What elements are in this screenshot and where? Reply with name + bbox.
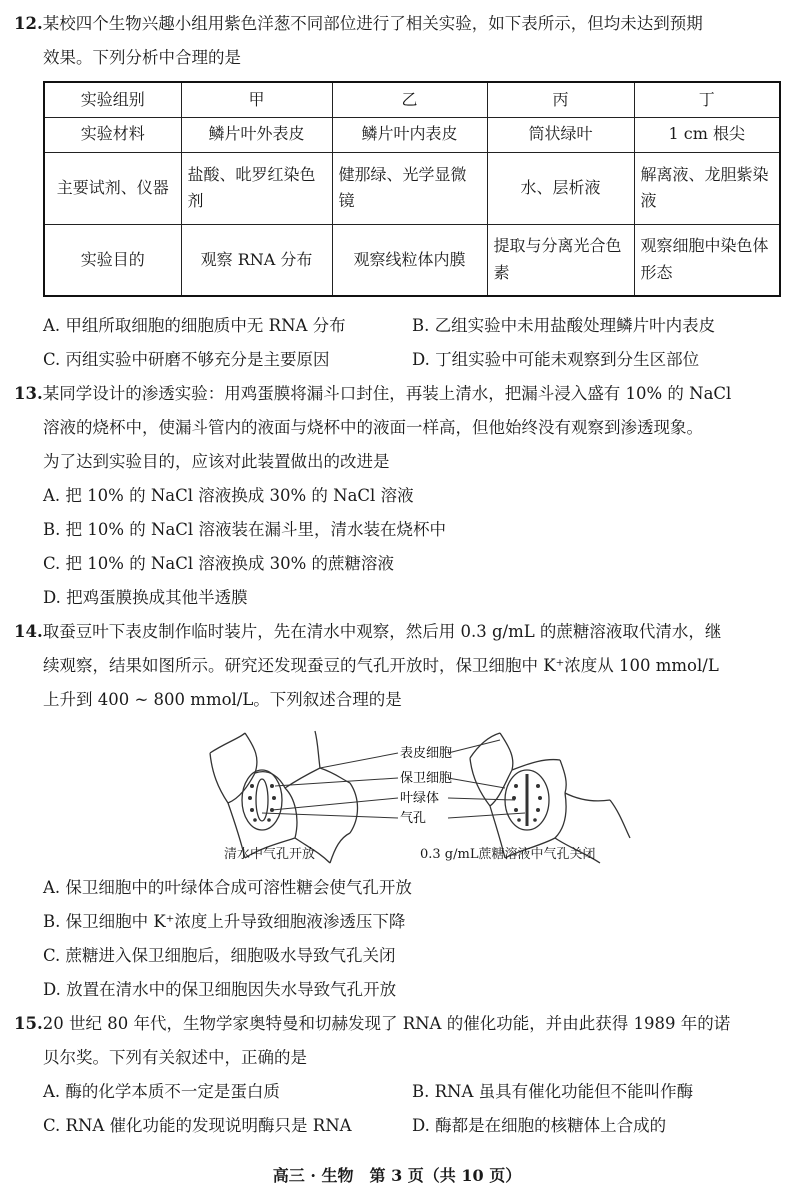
q12-stem-line1: 12.某校四个生物兴趣小组用紫色洋葱不同部位进行了相关实验，如下表所示，但均未达到预期 (14, 14, 703, 33)
page-footer: 高三 · 生物 第 3 页（共 10 页） (272, 1166, 522, 1185)
table-header-cell: 丙 (487, 82, 634, 117)
q14-option-c: C. 蔗糖进入保卫细胞后，细胞吸水导致气孔关闭 (43, 946, 396, 965)
q14-stem-line1: 14.取蚕豆叶下表皮制作临时装片，先在清水中观察，然后用 0.3 g/mL 的蔗糖溶液取代清水，继 (14, 622, 722, 641)
q12-option-c: C. 丙组实验中研磨不够充分是主要原因 (43, 350, 330, 369)
q15-option-c: C. RNA 催化功能的发现说明酶只是 RNA (43, 1116, 352, 1135)
table-row (44, 117, 780, 152)
q13-option-a: A. 把 10% 的 NaCl 溶液换成 30% 的 NaCl 溶液 (43, 486, 414, 505)
table-cell: 实验目的 (44, 224, 181, 296)
table-cell: 鳞片叶内表皮 (332, 117, 487, 152)
table-row (44, 152, 780, 224)
experiment-table (43, 81, 781, 297)
q13-option-c: C. 把 10% 的 NaCl 溶液换成 30% 的蔗糖溶液 (43, 554, 395, 573)
q14-option-d: D. 放置在清水中的保卫细胞因失水导致气孔开放 (43, 980, 397, 999)
label-stoma: 气孔 (400, 811, 427, 826)
q15-option-d: D. 酶都是在细胞的核糖体上合成的 (412, 1116, 667, 1135)
table-cell: 解离液、龙胆紫染液 (634, 152, 780, 224)
q12-option-a: A. 甲组所取细胞的细胞质中无 RNA 分布 (43, 316, 346, 335)
q12-stem-line2: 效果。下列分析中合理的是 (43, 48, 241, 67)
table-cell: 健那绿、光学显微镜 (332, 152, 487, 224)
table-cell: 观察 RNA 分布 (181, 224, 332, 296)
q15-number: 15. (14, 1014, 43, 1033)
table-header-cell: 丁 (634, 82, 780, 117)
q13-option-b: B. 把 10% 的 NaCl 溶液装在漏斗里，清水装在烧杯中 (43, 520, 446, 539)
q15-stem-line1: 15.20 世纪 80 年代，生物学家奥特曼和切赫发现了 RNA 的催化功能，并由此获得 1989 年的诺 (14, 1014, 731, 1033)
q15-option-b: B. RNA 虽具有催化功能但不能叫作酶 (412, 1082, 694, 1101)
table-row (44, 224, 780, 296)
label-guard-cell: 保卫细胞 (400, 771, 453, 786)
q13-stem-line1: 13.某同学设计的渗透实验：用鸡蛋膜将漏斗口封住，再装上清水，把漏斗浸入盛有 10% 的 NaCl (14, 384, 732, 403)
q14-option-b: B. 保卫细胞中 K⁺浓度上升导致细胞液渗透压下降 (43, 912, 406, 931)
label-epidermal-cell: 表皮细胞 (400, 746, 453, 761)
q14-number: 14. (14, 622, 43, 641)
figure-caption-right: 0.3 g/mL蔗糖溶液中气孔关闭 (420, 847, 596, 862)
table-cell: 实验材料 (44, 117, 181, 152)
table-header-cell: 甲 (181, 82, 332, 117)
q14-stem-line2: 续观察，结果如图所示。研究还发现蚕豆的气孔开放时，保卫细胞中 K⁺浓度从 100 mmol/L (43, 656, 719, 675)
q14-option-a: A. 保卫细胞中的叶绿体合成可溶性糖会使气孔开放 (43, 878, 412, 897)
q14-stem-line3: 上升到 400 ~ 800 mmol/L。下列叙述合理的是 (43, 690, 402, 709)
figure-caption-left: 清水中气孔开放 (224, 847, 316, 862)
label-chloroplast: 叶绿体 (400, 791, 440, 806)
q15-option-a: A. 酶的化学本质不一定是蛋白质 (43, 1082, 280, 1101)
table-cell: 水、层析液 (487, 152, 634, 224)
q13-stem-line3: 为了达到实验目的，应该对此装置做出的改进是 (43, 452, 390, 471)
table-cell: 观察线粒体内膜 (332, 224, 487, 296)
q13-number: 13. (14, 384, 43, 403)
q13-option-d: D. 把鸡蛋膜换成其他半透膜 (43, 588, 248, 607)
table-header-cell: 乙 (332, 82, 487, 117)
table-cell: 观察细胞中染色体形态 (634, 224, 780, 296)
q12-number: 12. (14, 14, 43, 33)
table-cell: 盐酸、吡罗红染色剂 (181, 152, 332, 224)
table-cell: 鳞片叶外表皮 (181, 117, 332, 152)
q12-option-b: B. 乙组实验中未用盐酸处理鳞片叶内表皮 (412, 316, 716, 335)
table-header-cell: 实验组别 (44, 82, 181, 117)
table-cell: 1 cm 根尖 (634, 117, 780, 152)
q13-stem-line2: 溶液的烧杯中，使漏斗管内的液面与烧杯中的液面一样高，但他始终没有观察到渗透现象。 (43, 418, 703, 437)
table-cell: 提取与分离光合色素 (487, 224, 634, 296)
table-cell: 筒状绿叶 (487, 117, 634, 152)
q12-option-d: D. 丁组实验中可能未观察到分生区部位 (412, 350, 700, 369)
table-cell: 主要试剂、仪器 (44, 152, 181, 224)
table-header-row (44, 82, 780, 117)
q15-stem-line2: 贝尔奖。下列有关叙述中，正确的是 (43, 1048, 307, 1067)
